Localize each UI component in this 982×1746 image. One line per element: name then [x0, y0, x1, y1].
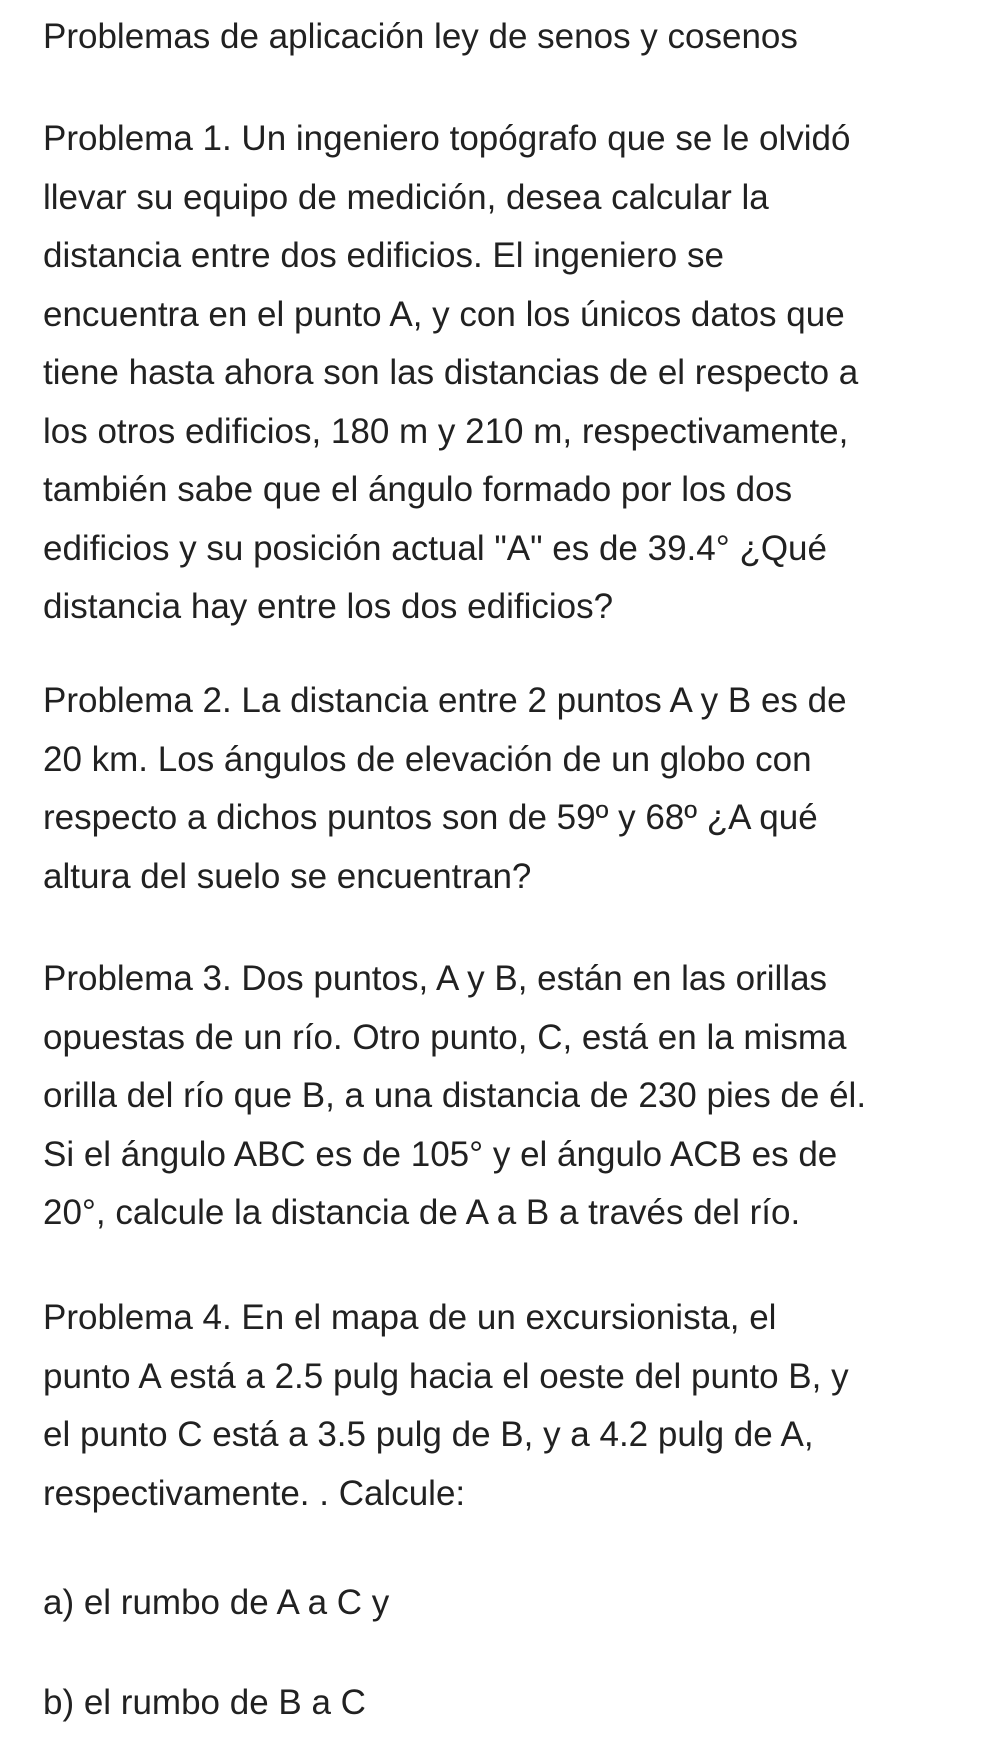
problem-line: Problema 1. Un ingeniero topógrafo que se le olvidó — [43, 119, 851, 158]
subitem-line: b) el rumbo de B a C — [43, 1683, 366, 1722]
problem-line: edificios y su posición actual "A" es de 39.4° ¿Qué — [43, 528, 827, 568]
problem-line: el punto C está a 3.5 pulg de B, y a 4.2 pulg de A, — [43, 1415, 814, 1454]
problem-line: distancia entre dos edificios. El ingeniero se — [43, 236, 724, 275]
problem-line: los otros edificios, 180 m y 210 m, respectivamente, — [43, 411, 849, 451]
problem-line: Problema 4. En el mapa de un excursionista, el — [43, 1298, 777, 1337]
problem-line: 20°, calcule la distancia de A a B a través del río. — [43, 1193, 801, 1232]
problem-2 — [43, 672, 963, 906]
problem-4 — [43, 1289, 963, 1523]
problem-line: respectivamente. . Calcule: — [43, 1473, 466, 1513]
problem-3 — [43, 950, 963, 1243]
problem-line: Problema 3. Dos puntos, A y B, están en las orillas — [43, 959, 828, 998]
problem-line: orilla del río que B, a una distancia de 230 pies de él. — [43, 1076, 867, 1115]
subitem-a — [43, 1574, 963, 1633]
subitem-b — [43, 1674, 963, 1733]
problem-1 — [43, 110, 963, 637]
problem-line: opuestas de un río. Otro punto, C, está en la misma — [43, 1017, 847, 1057]
problem-line: punto A está a 2.5 pulg hacia el oeste del punto B, y — [43, 1356, 849, 1396]
subitem-line: a) el rumbo de A a C y — [43, 1583, 390, 1622]
problem-line: respecto a dichos puntos son de 59º y 68º ¿A qué — [43, 798, 818, 837]
problem-line: Problema 2. La distancia entre 2 puntos A y B es de — [43, 681, 847, 720]
problem-line: 20 km. Los ángulos de elevación de un globo con — [43, 739, 812, 779]
problem-line: encuentra en el punto A, y con los únicos datos que — [43, 294, 845, 334]
problem-line: tiene hasta ahora son las distancias de el respecto a — [43, 353, 859, 392]
problem-line: distancia hay entre los dos edificios? — [43, 587, 614, 626]
problem-line: Si el ángulo ABC es de 105° y el ángulo ACB es de — [43, 1134, 838, 1174]
problem-line: llevar su equipo de medición, desea calcular la — [43, 177, 769, 217]
page-title: Problemas de aplicación ley de senos y cosenos — [43, 17, 798, 56]
problem-line: también sabe que el ángulo formado por los dos — [43, 470, 793, 509]
problem-line: altura del suelo se encuentran? — [43, 856, 532, 896]
